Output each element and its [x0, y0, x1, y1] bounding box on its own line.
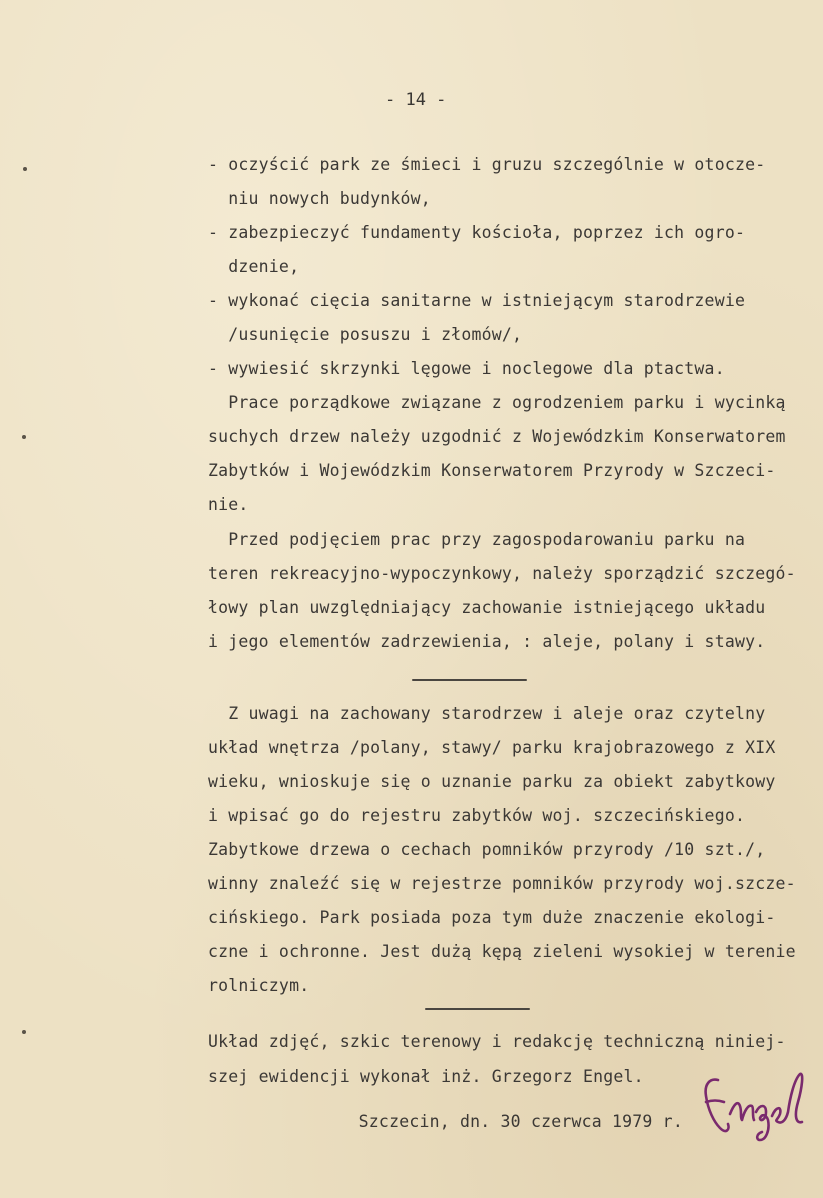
text-line: - wywiesić skrzynki lęgowe i noclegowe dla ptactwa. — [208, 359, 725, 378]
text-line: cińskiego. Park posiada poza tym duże znaczenie ekologi- — [208, 908, 776, 927]
text-line: łowy plan uwzględniający zachowanie istniejącego układu — [208, 598, 766, 617]
text-line: winny znaleźć się w rejestrze pomników przyrody woj.szcze- — [208, 874, 796, 893]
margin-mark — [23, 167, 27, 171]
text-line: wieku, wnioskuje się o uznanie parku za obiekt zabytkowy — [208, 772, 776, 791]
margin-mark — [22, 1030, 26, 1034]
signature — [690, 1062, 815, 1147]
text-line: - wykonać cięcia sanitarne w istniejącym starodrzewie — [208, 291, 746, 310]
text-line: układ wnętrza /polany, stawy/ parku krajobrazowego z XIX — [208, 738, 776, 757]
text-line: Zabytków i Wojewódzkim Konserwatorem Przyrody w Szczeci- — [208, 461, 776, 480]
text-line: Zabytkowe drzewa o cechach pomników przyrody /10 szt./, — [208, 840, 766, 859]
date-line: Szczecin, dn. 30 czerwca 1979 r. — [308, 1112, 683, 1131]
text-line: szej ewidencji wykonał inż. Grzegorz Engel. — [208, 1067, 644, 1086]
margin-mark — [22, 435, 26, 439]
text-line: i jego elementów zadrzewienia, : aleje, polany i stawy. — [208, 632, 766, 651]
section-divider — [412, 679, 527, 681]
text-line: niu nowych budynków, — [208, 189, 431, 208]
text-line: suchych drzew należy uzgodnić z Wojewódzkim Konserwatorem — [208, 427, 786, 446]
text-line: - oczyścić park ze śmieci i gruzu szczególnie w otocze- — [208, 155, 766, 174]
text-line: Przed podjęciem prac przy zagospodarowaniu parku na — [208, 530, 746, 549]
page-number: - 14 - — [385, 90, 447, 110]
text-line: Prace porządkowe związane z ogrodzeniem parku i wycinką — [208, 393, 786, 412]
text-line: i wpisać go do rejestru zabytków woj. szczecińskiego. — [208, 806, 746, 825]
text-line: - zabezpieczyć fundamenty kościoła, poprzez ich ogro- — [208, 223, 746, 242]
text-line: Z uwagi na zachowany starodrzew i aleje oraz czytelny — [208, 704, 766, 723]
text-line: /usunięcie posuszu i złomów/, — [208, 325, 523, 344]
text-line: rolniczym. — [208, 976, 310, 995]
section-divider — [425, 1008, 530, 1010]
text-line: dzenie, — [208, 257, 300, 276]
text-line: teren rekreacyjno-wypoczynkowy, należy sporządzić szczegó- — [208, 564, 796, 583]
text-line: Układ zdjęć, szkic terenowy i redakcję techniczną niniej- — [208, 1032, 786, 1051]
text-line: nie. — [208, 495, 249, 514]
text-line: czne i ochronne. Jest dużą kępą zieleni wysokiej w terenie — [208, 942, 796, 961]
